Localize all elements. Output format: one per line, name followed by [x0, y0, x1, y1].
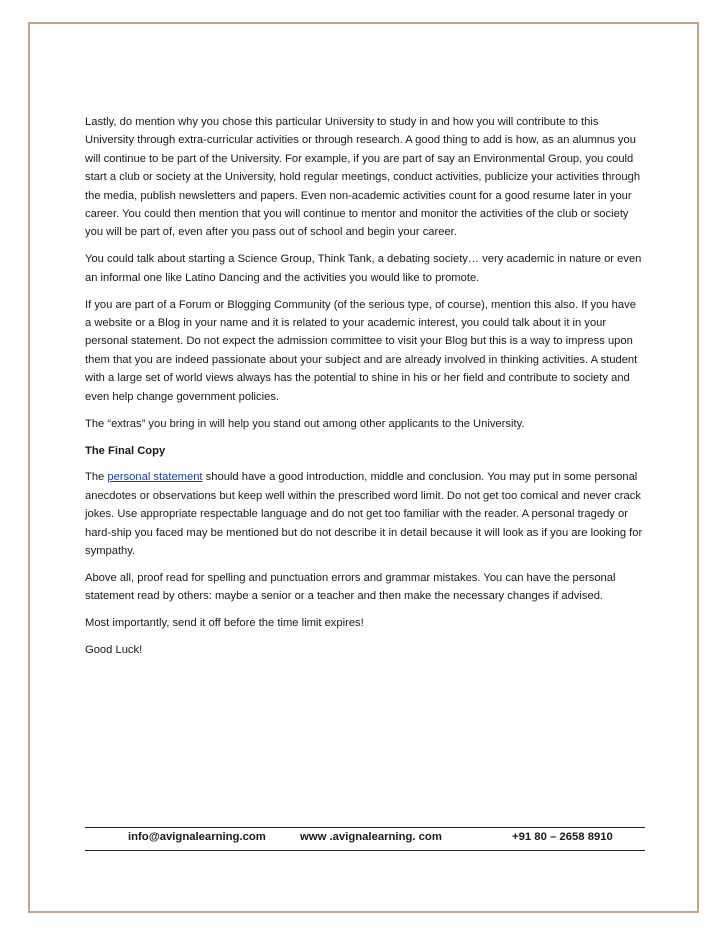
document-body — [85, 113, 645, 668]
paragraph-science-group: You could talk about starting a Science Group, Think Tank, a debating society… very academic in nature or even an informal one like Latino Dancing and the activities you would like to promote. — [85, 253, 642, 284]
footer-phone: +91 80 – 2658 8910 — [512, 831, 613, 843]
footer-divider-bottom — [85, 850, 645, 851]
footer-website: www .avignalearning. com — [300, 831, 442, 843]
paragraph-rest: should have a good introduction, middle and conclusion. You may put in some personal anecdotes or observations but keep well within the prescribed word limit. Do not get too comical and never crack jokes. Use appropriate respectable language and do not get too familiar with the reader. A personal tragedy or hard-ship you faced may be mentioned but do not describe it in detail because it will look as if you are looking for sympathy. — [85, 471, 643, 558]
paragraph-final-copy — [85, 468, 645, 560]
footer-email: info@avignalearning.com — [128, 831, 266, 843]
section-heading: The Final Copy — [85, 444, 166, 457]
paragraph-good-luck: Good Luck! — [85, 644, 143, 657]
paragraph-deadline: Most importantly, send it off before the time limit expires! — [85, 617, 364, 630]
paragraph-prefix: The — [85, 471, 108, 484]
paragraph-proofread: Above all, proof read for spelling and punctuation errors and grammar mistakes. You can have the personal statement read by others: maybe a senior or a teacher and then make the necessary changes if advised. — [85, 571, 616, 603]
personal-statement-link[interactable]: personal statement — [107, 471, 203, 484]
paragraph-extracurricular: Lastly, do mention why you chose this particular University to study in and how you will contribute to this University through extra-curricular activities or through research. A good thing to add is how, as an alumnus you will continue to be part of the University. For example, if you are part of say an Environmental Group, you could start a club or society at the University, hold regular meetings, conduct activities, publicize your activities through the media, publish newsletters and papers. Even non-academic activities count for a good resume later in your career. You could then mention that you will continue to mentor and monitor the activities of the club or society you will be part of, even after you pass out of school and begin your career. — [85, 116, 641, 239]
paragraph-blog: If you are part of a Forum or Blogging Community (of the serious type, of course), mention this also. If you have a website or a Blog in your name and it is related to your academic interest, you could talk about it in your personal statement. Do not expect the admission committee to visit your Blog but this is a way to impress upon them that you are indeed passionate about your subject and are already involved in thinking activities. A student with a large set of world views always has the potential to shine in his or her field and contribute to society and even help change government policies. — [85, 298, 638, 403]
paragraph-extras: The “extras” you bring in will help you stand out among other applicants to the University. — [85, 417, 525, 430]
footer-divider-top — [85, 827, 645, 828]
